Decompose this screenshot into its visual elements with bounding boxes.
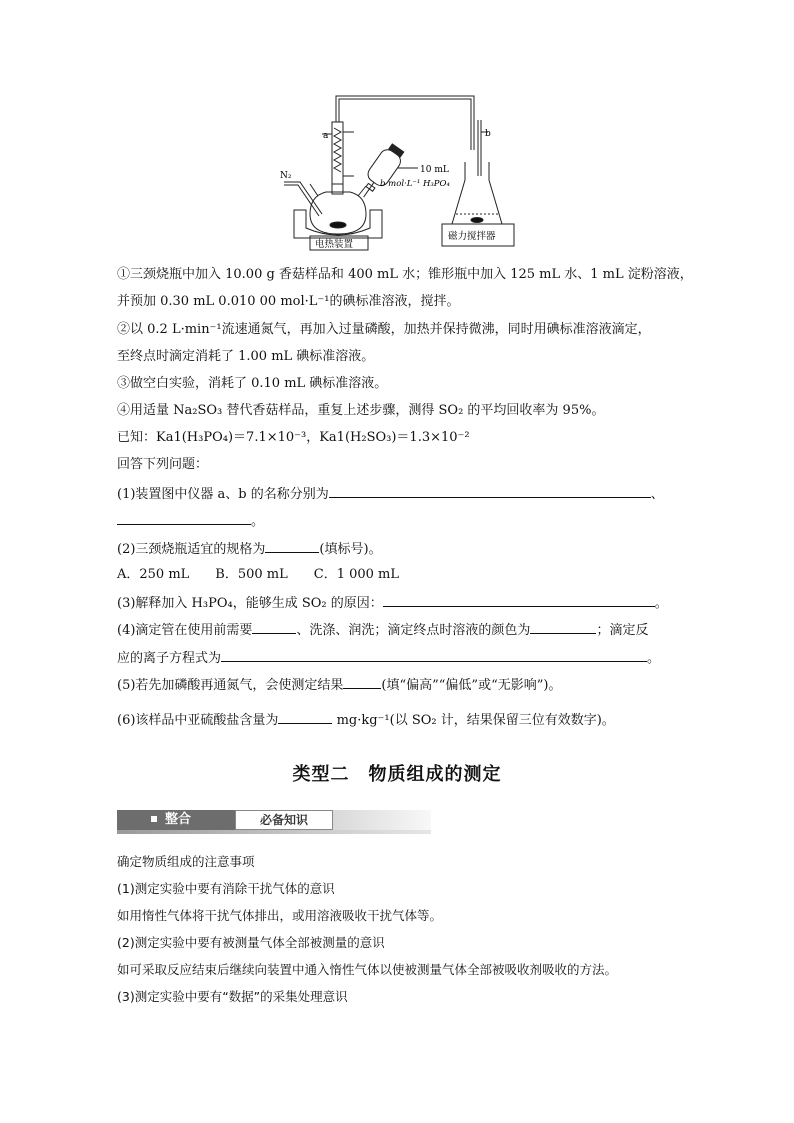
knowledge-banner <box>117 808 431 834</box>
q3-blank[interactable] <box>383 593 655 607</box>
banner-main-label: 整合 <box>165 812 192 827</box>
question-2 <box>117 539 382 559</box>
banner-underline <box>117 830 431 834</box>
q4-text-c: ；滴定反 <box>596 623 649 638</box>
q6-text: (6)该样品中亚硫酸盐含量为 <box>117 713 279 728</box>
step-4: ④用适量 Na₂SO₃ 替代香菇样品，重复上述步骤，测得 SO₂ 的平均回收率为 95%。 <box>117 403 605 418</box>
q3-end: 。 <box>654 596 668 611</box>
q4-text-a: (4)滴定管在使用前需要 <box>117 623 253 638</box>
step-3: ③做空白实验，消耗了 0.10 mL 碘标准溶液。 <box>117 376 388 391</box>
q2-options: A．250 mL B．500 mL C．1 000 mL <box>117 567 400 582</box>
section-title: 类型二 物质组成的测定 <box>292 764 502 785</box>
q4-end: 。 <box>647 651 661 666</box>
question-1-cont <box>117 511 264 531</box>
q2-text: (2)三颈烧瓶适宜的规格为 <box>117 542 266 557</box>
q1-blank-b[interactable] <box>117 511 251 525</box>
note-3: (3)测定实验中要有“数据”的采集处理意识 <box>117 989 348 1004</box>
label-heater: 电热装置 <box>315 239 354 250</box>
question-5 <box>117 675 561 695</box>
q1-end: 。 <box>251 514 265 529</box>
label-n2: N₂ <box>280 171 292 181</box>
note-1: (1)测定实验中要有消除干扰气体的意识 <box>117 881 335 896</box>
question-4 <box>117 620 648 640</box>
step-1-line-1: ①三颈烧瓶中加入 10.00 g 香菇样品和 400 mL 水；锥形瓶中加入 125 mL 水、1 mL 淀粉溶液， <box>117 267 693 282</box>
question-6 <box>117 710 615 730</box>
q4-text-b: 、洗涤、润洗；滴定终点时溶液的颜色为 <box>296 623 531 638</box>
q4-blank-c[interactable] <box>221 648 647 662</box>
q2-blank[interactable] <box>265 539 319 553</box>
q1-text: (1)装置图中仪器 a、b 的名称分别为 <box>117 487 329 502</box>
q2-suffix: (填标号)。 <box>319 542 382 557</box>
q1-blank-a[interactable] <box>329 484 651 498</box>
step-1-line-2: 并预加 0.30 mL 0.010 00 mol·L⁻¹的碘标准溶液，搅拌。 <box>117 294 460 309</box>
condenser-a <box>332 122 343 184</box>
question-1 <box>117 484 664 504</box>
q4-text-d: 应的离子方程式为 <box>117 651 222 666</box>
note-2-detail: 如可采取反应结束后继续向装置中通入惰性气体以使被测量气体全部被吸收剂吸收的方法。 <box>117 962 618 977</box>
apparatus-figure <box>270 92 530 252</box>
n2-inlet <box>284 182 322 214</box>
note-1-detail: 如用惰性气体将干扰气体排出，或用溶液吸收干扰气体等。 <box>117 908 443 923</box>
answer-prompt: 回答下列问题： <box>117 457 209 472</box>
conical-flask <box>452 162 502 224</box>
known-constants: 已知：Ka1(H₃PO₄)＝7.1×10⁻³，Ka1(H₂SO₃)＝1.3×10⁻² <box>117 430 470 445</box>
label-b: b <box>485 129 491 139</box>
question-3 <box>117 593 668 613</box>
question-4-cont <box>117 648 660 668</box>
dropping-funnel <box>355 142 407 204</box>
step-2-line-1: ②以 0.2 L·min⁻¹流速通氮气，再加入过量磷酸，加热并保持微沸，同时用碘标准溶液滴定， <box>117 322 651 337</box>
label-volume: 10 mL <box>420 165 449 175</box>
notes-heading: 确定物质组成的注意事项 <box>117 854 255 869</box>
square-icon <box>151 816 157 822</box>
q4-blank-a[interactable] <box>252 620 296 634</box>
q3-text: (3)解释加入 H₃PO₄，能够生成 SO₂ 的原因： <box>117 596 383 611</box>
q5-blank[interactable] <box>343 675 381 689</box>
q6-suffix: mg·kg⁻¹(以 SO₂ 计，结果保留三位有效数字)。 <box>336 713 615 728</box>
note-2: (2)测定实验中要有被测量气体全部被测量的意识 <box>117 935 385 950</box>
label-reagent: b mol·L⁻¹ H₃PO₄ <box>380 179 450 189</box>
banner-sub: 必备知识 <box>235 810 333 830</box>
gas-tube <box>336 96 474 150</box>
q6-blank[interactable] <box>278 710 332 724</box>
q1-sep: 、 <box>650 487 664 502</box>
banner-fade <box>331 810 431 830</box>
label-a: a <box>323 131 329 141</box>
label-stirrer: 磁力搅拌器 <box>448 231 496 242</box>
q5-text: (5)若先加磷酸再通氮气，会使测定结果 <box>117 678 344 693</box>
banner-main <box>117 810 235 830</box>
step-2-line-2: 至终点时滴定消耗了 1.00 mL 碘标准溶液。 <box>117 349 375 364</box>
q4-blank-b[interactable] <box>530 620 596 634</box>
q5-suffix: (填“偏高”“偏低”或“无影响”)。 <box>381 678 562 693</box>
